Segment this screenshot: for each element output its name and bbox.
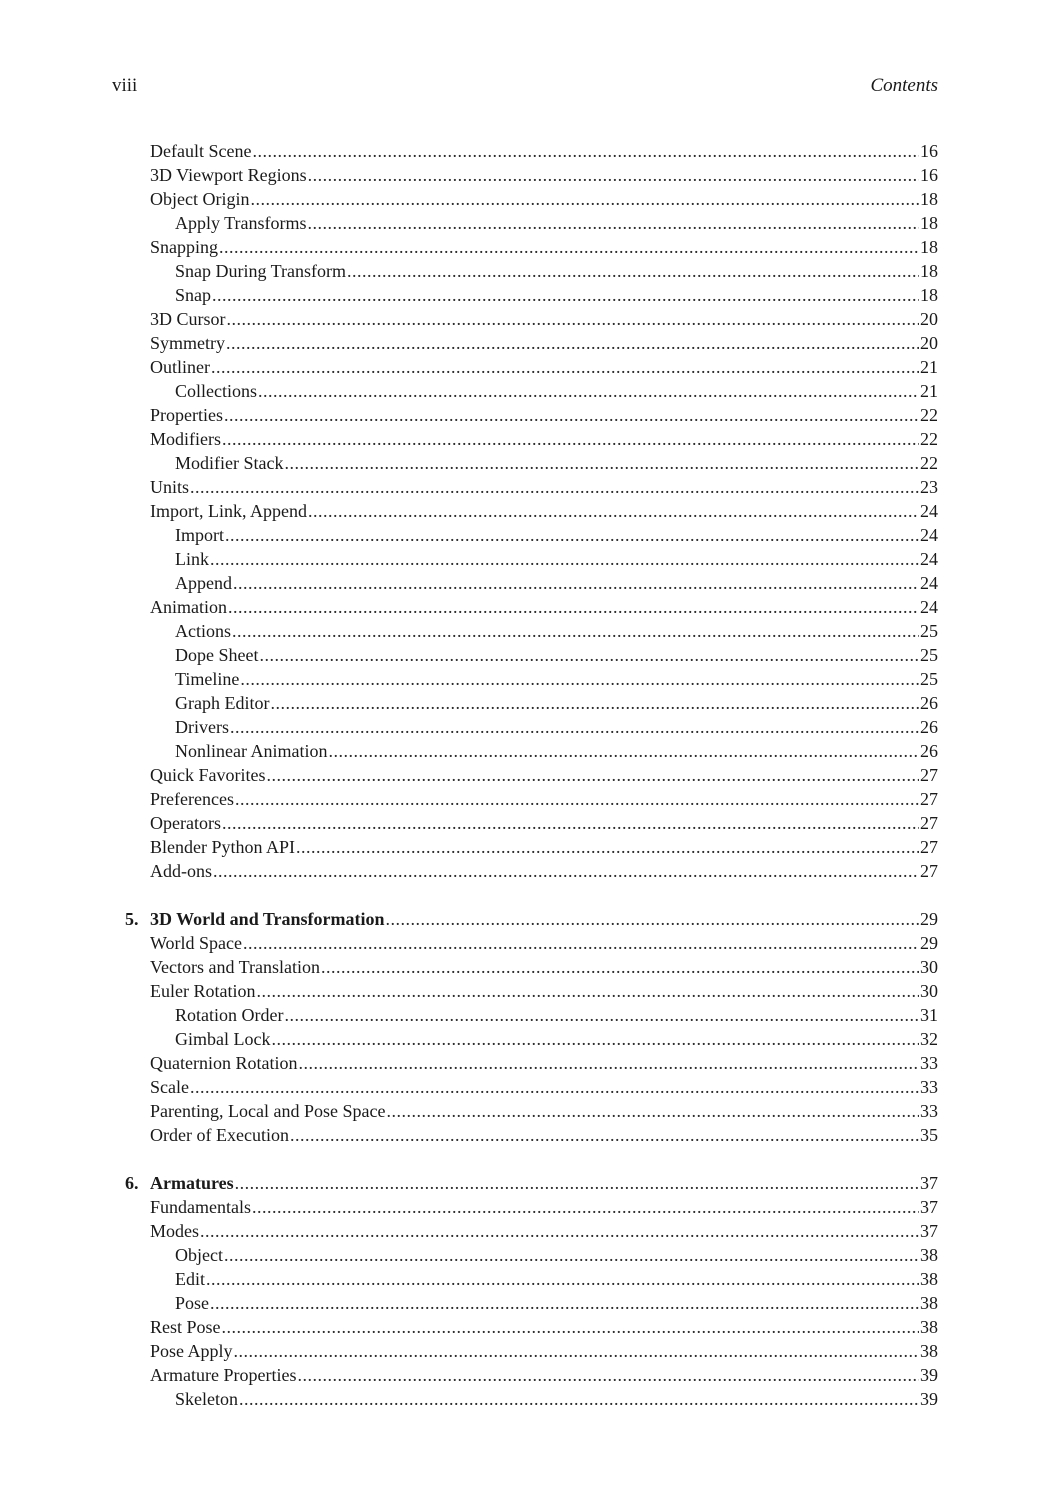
toc-entry-line bbox=[175, 1027, 938, 1051]
toc-entry-line bbox=[175, 1387, 938, 1411]
toc-entry-page-number: 33 bbox=[920, 1077, 938, 1097]
toc-entry-page-number: 31 bbox=[920, 1005, 938, 1025]
dot-leader bbox=[224, 1243, 919, 1267]
toc-entry-page-number: 24 bbox=[920, 573, 938, 593]
toc-entry[interactable] bbox=[0, 259, 1050, 283]
toc-entry-line bbox=[150, 1315, 938, 1339]
toc-entry-title: Euler Rotation bbox=[150, 981, 256, 1001]
toc-entry-title: Graph Editor bbox=[175, 693, 270, 713]
toc-entry-title: Properties bbox=[150, 405, 223, 425]
toc-entry[interactable] bbox=[0, 547, 1050, 571]
toc-entry-page-number: 33 bbox=[920, 1053, 938, 1073]
toc-entry-line bbox=[150, 763, 938, 787]
toc-entry-title: 3D Viewport Regions bbox=[150, 165, 307, 185]
toc-entry-line bbox=[150, 955, 938, 979]
dot-leader bbox=[210, 1291, 919, 1315]
toc-entry[interactable] bbox=[0, 1387, 1050, 1411]
toc-entry-line bbox=[150, 835, 938, 859]
toc-entry-line bbox=[175, 1003, 938, 1027]
toc-entry-line bbox=[175, 571, 938, 595]
toc-entry-title: Apply Transforms bbox=[175, 213, 307, 233]
toc-entry-page-number: 39 bbox=[920, 1389, 938, 1409]
toc-entry-line bbox=[150, 931, 938, 955]
toc-entry-page-number: 27 bbox=[920, 813, 938, 833]
toc-entry[interactable] bbox=[0, 1123, 1050, 1147]
toc-entry-page-number: 26 bbox=[920, 693, 938, 713]
toc-entry-line bbox=[150, 1099, 938, 1123]
toc-entry-title: Gimbal Lock bbox=[175, 1029, 271, 1049]
toc-entry[interactable] bbox=[0, 643, 1050, 667]
dot-leader bbox=[235, 1171, 919, 1195]
toc-entry-title: Outliner bbox=[150, 357, 210, 377]
toc-entry[interactable] bbox=[0, 763, 1050, 787]
toc-entry-title: Order of Execution bbox=[150, 1125, 289, 1145]
toc-entry-page-number: 24 bbox=[920, 597, 938, 617]
toc-entry[interactable] bbox=[0, 331, 1050, 355]
toc-entry[interactable] bbox=[0, 1003, 1050, 1027]
toc-entry[interactable] bbox=[0, 283, 1050, 307]
toc-entry[interactable] bbox=[0, 1267, 1050, 1291]
toc-entry[interactable] bbox=[0, 1219, 1050, 1243]
toc-entry-page-number: 30 bbox=[920, 981, 938, 1001]
toc-entry-title: Modifier Stack bbox=[175, 453, 284, 473]
toc-entry-title: Modifiers bbox=[150, 429, 221, 449]
toc-entry-title: Preferences bbox=[150, 789, 234, 809]
toc-entry[interactable] bbox=[0, 1075, 1050, 1099]
toc-entry-page-number: 23 bbox=[920, 477, 938, 497]
toc-entry[interactable] bbox=[0, 139, 1050, 163]
toc-entry-line bbox=[150, 595, 938, 619]
toc-entry-page-number: 18 bbox=[920, 261, 938, 281]
toc-entry-title: Quaternion Rotation bbox=[150, 1053, 298, 1073]
dot-leader bbox=[233, 571, 919, 595]
toc-entry-page-number: 38 bbox=[920, 1245, 938, 1265]
toc-entry-title: Pose bbox=[175, 1293, 210, 1313]
toc-entry-page-number: 26 bbox=[920, 741, 938, 761]
toc-entry[interactable] bbox=[0, 187, 1050, 211]
dot-leader bbox=[328, 739, 919, 763]
toc-entry[interactable] bbox=[0, 355, 1050, 379]
toc-entry-title: 3D World and Transformation bbox=[150, 909, 385, 929]
dot-leader bbox=[243, 931, 919, 955]
dot-leader bbox=[386, 907, 919, 931]
toc-entry-title: Symmetry bbox=[150, 333, 225, 353]
toc-entry[interactable] bbox=[0, 571, 1050, 595]
toc-entry[interactable] bbox=[0, 1291, 1050, 1315]
toc-entry-title: Scale bbox=[150, 1077, 189, 1097]
toc-entry-line bbox=[175, 1243, 938, 1267]
dot-leader bbox=[308, 211, 919, 235]
toc-entry-title: Timeline bbox=[175, 669, 240, 689]
dot-leader bbox=[266, 763, 919, 787]
toc-entry-title: Blender Python API bbox=[150, 837, 296, 857]
toc-entry-page-number: 39 bbox=[920, 1365, 938, 1385]
toc-entry-page-number: 21 bbox=[920, 357, 938, 377]
toc-entry[interactable] bbox=[0, 835, 1050, 859]
toc-entry[interactable] bbox=[0, 667, 1050, 691]
dot-leader bbox=[228, 595, 919, 619]
dot-leader bbox=[190, 475, 919, 499]
toc-entry[interactable] bbox=[0, 523, 1050, 547]
toc-entry-line bbox=[150, 163, 938, 187]
dot-leader bbox=[250, 187, 919, 211]
toc-entry-title: Armatures bbox=[150, 1173, 234, 1193]
toc-entry[interactable] bbox=[0, 691, 1050, 715]
toc-entry-page-number: 22 bbox=[920, 429, 938, 449]
dot-leader bbox=[222, 811, 919, 835]
toc-entry-title: Operators bbox=[150, 813, 221, 833]
dot-leader bbox=[212, 283, 919, 307]
chapter-number: 5. bbox=[125, 909, 139, 929]
dot-leader bbox=[226, 331, 919, 355]
toc-entry[interactable] bbox=[0, 811, 1050, 835]
chapter-number: 6. bbox=[125, 1173, 139, 1193]
toc-entry-line bbox=[150, 811, 938, 835]
dot-leader bbox=[190, 1075, 919, 1099]
toc-entry-page-number: 25 bbox=[920, 669, 938, 689]
toc-entry-line bbox=[175, 547, 938, 571]
toc-entry[interactable] bbox=[0, 211, 1050, 235]
toc-entry-line bbox=[175, 619, 938, 643]
toc-entry-page-number: 18 bbox=[920, 285, 938, 305]
dot-leader bbox=[222, 427, 919, 451]
dot-leader bbox=[321, 955, 919, 979]
toc-entry-line bbox=[150, 331, 938, 355]
toc-entry-line bbox=[150, 907, 938, 931]
toc-entry-line bbox=[175, 211, 938, 235]
toc-entry-line bbox=[175, 691, 938, 715]
toc-entry-title: Rest Pose bbox=[150, 1317, 221, 1337]
toc-entry[interactable] bbox=[0, 1027, 1050, 1051]
toc-entry-line bbox=[150, 403, 938, 427]
toc-entry-page-number: 37 bbox=[920, 1173, 938, 1193]
toc-entry-title: Pose Apply bbox=[150, 1341, 233, 1361]
toc-entry-page-number: 18 bbox=[920, 189, 938, 209]
toc-entry-title: Import, Link, Append bbox=[150, 501, 307, 521]
toc-entry-title: Import bbox=[175, 525, 224, 545]
toc-entry[interactable] bbox=[0, 1243, 1050, 1267]
dot-leader bbox=[297, 1363, 919, 1387]
toc-chapter-entry[interactable] bbox=[0, 1171, 1050, 1195]
dot-leader bbox=[224, 403, 919, 427]
toc-entry[interactable] bbox=[0, 1363, 1050, 1387]
dot-leader bbox=[225, 523, 919, 547]
toc-entry[interactable] bbox=[0, 235, 1050, 259]
toc-entry-title: Modes bbox=[150, 1221, 199, 1241]
toc-entry-line bbox=[150, 235, 938, 259]
toc-entry-line bbox=[175, 715, 938, 739]
toc-entry-line bbox=[150, 1363, 938, 1387]
dot-leader bbox=[211, 355, 919, 379]
toc-entry-page-number: 37 bbox=[920, 1197, 938, 1217]
toc-entry-page-number: 38 bbox=[920, 1317, 938, 1337]
toc-entry-line bbox=[150, 979, 938, 1003]
dot-leader bbox=[256, 979, 919, 1003]
toc-entry-line bbox=[150, 1075, 938, 1099]
toc-entry-line bbox=[150, 787, 938, 811]
toc-entry-line bbox=[150, 499, 938, 523]
toc-entry-line bbox=[150, 1339, 938, 1363]
dot-leader bbox=[230, 715, 919, 739]
toc-entry[interactable] bbox=[0, 787, 1050, 811]
toc-entry-page-number: 24 bbox=[920, 549, 938, 569]
toc-entry[interactable] bbox=[0, 715, 1050, 739]
toc-entry-title: Link bbox=[175, 549, 209, 569]
toc-entry-page-number: 18 bbox=[920, 237, 938, 257]
toc-entry[interactable] bbox=[0, 1099, 1050, 1123]
toc-entry-title: Snap During Transform bbox=[175, 261, 347, 281]
dot-leader bbox=[270, 691, 919, 715]
dot-leader bbox=[296, 835, 919, 859]
toc-entry[interactable] bbox=[0, 1315, 1050, 1339]
dot-leader bbox=[232, 619, 919, 643]
dot-leader bbox=[210, 547, 919, 571]
toc-entry-line bbox=[175, 667, 938, 691]
toc-entry-line bbox=[150, 187, 938, 211]
toc-entry-title: Drivers bbox=[175, 717, 229, 737]
toc-entry-page-number: 38 bbox=[920, 1269, 938, 1289]
toc-entry-line bbox=[175, 283, 938, 307]
dot-leader bbox=[271, 1027, 919, 1051]
toc-entry-line bbox=[175, 1267, 938, 1291]
toc-entry[interactable] bbox=[0, 979, 1050, 1003]
toc-entry[interactable] bbox=[0, 1195, 1050, 1219]
toc-entry-line bbox=[150, 475, 938, 499]
toc-entry-title: Snapping bbox=[150, 237, 219, 257]
toc-entry-line bbox=[175, 643, 938, 667]
dot-leader bbox=[308, 163, 919, 187]
toc-entry-title: Quick Favorites bbox=[150, 765, 266, 785]
toc-entry-page-number: 20 bbox=[920, 333, 938, 353]
dot-leader bbox=[252, 139, 919, 163]
toc-entry[interactable] bbox=[0, 859, 1050, 883]
dot-leader bbox=[222, 1315, 919, 1339]
toc-entry-title: Dope Sheet bbox=[175, 645, 259, 665]
dot-leader bbox=[239, 1387, 919, 1411]
toc-entry-page-number: 33 bbox=[920, 1101, 938, 1121]
toc-entry-line bbox=[150, 1123, 938, 1147]
toc-entry[interactable] bbox=[0, 931, 1050, 955]
dot-leader bbox=[258, 379, 919, 403]
toc-entry-title: Default Scene bbox=[150, 141, 252, 161]
toc-entry-page-number: 38 bbox=[920, 1341, 938, 1361]
toc-entry-title: Object Origin bbox=[150, 189, 250, 209]
toc-entry-line bbox=[175, 379, 938, 403]
dot-leader bbox=[284, 451, 919, 475]
toc-entry-title: Armature Properties bbox=[150, 1365, 297, 1385]
toc-entry-page-number: 24 bbox=[920, 501, 938, 521]
toc-entry[interactable] bbox=[0, 619, 1050, 643]
toc-entry-title: Snap bbox=[175, 285, 211, 305]
dot-leader bbox=[234, 1339, 919, 1363]
dot-leader bbox=[206, 1267, 919, 1291]
toc-chapter-entry[interactable] bbox=[0, 907, 1050, 931]
toc-entry-page-number: 27 bbox=[920, 789, 938, 809]
toc-entry-page-number: 29 bbox=[920, 909, 938, 929]
toc-entry[interactable] bbox=[0, 1339, 1050, 1363]
dot-leader bbox=[386, 1099, 919, 1123]
toc-entry-line bbox=[175, 523, 938, 547]
toc-entry-title: Add-ons bbox=[150, 861, 212, 881]
toc-entry-page-number: 37 bbox=[920, 1221, 938, 1241]
toc-entry-page-number: 20 bbox=[920, 309, 938, 329]
toc-entry-page-number: 29 bbox=[920, 933, 938, 953]
dot-leader bbox=[252, 1195, 919, 1219]
toc-entry[interactable] bbox=[0, 307, 1050, 331]
toc-entry-title: Collections bbox=[175, 381, 257, 401]
toc-entry-page-number: 22 bbox=[920, 405, 938, 425]
toc-entry-line bbox=[150, 139, 938, 163]
dot-leader bbox=[213, 859, 919, 883]
toc-entry-title: Fundamentals bbox=[150, 1197, 251, 1217]
toc-entry-line bbox=[150, 307, 938, 331]
toc-entry[interactable] bbox=[0, 427, 1050, 451]
dot-leader bbox=[284, 1003, 919, 1027]
toc-entry-page-number: 27 bbox=[920, 837, 938, 857]
toc-entry[interactable] bbox=[0, 955, 1050, 979]
dot-leader bbox=[347, 259, 919, 283]
toc-entry-title: 3D Cursor bbox=[150, 309, 226, 329]
toc-entry-line bbox=[175, 451, 938, 475]
dot-leader bbox=[200, 1219, 919, 1243]
toc-entry-title: Nonlinear Animation bbox=[175, 741, 328, 761]
toc-entry-line bbox=[175, 739, 938, 763]
toc-entry-line bbox=[175, 259, 938, 283]
toc-entry[interactable] bbox=[0, 1051, 1050, 1075]
toc-entry-title: Rotation Order bbox=[175, 1005, 284, 1025]
toc-entry-title: Units bbox=[150, 477, 190, 497]
toc-entry-page-number: 30 bbox=[920, 957, 938, 977]
toc-entry-line bbox=[150, 1171, 938, 1195]
toc-entry[interactable] bbox=[0, 403, 1050, 427]
toc-entry-page-number: 18 bbox=[920, 213, 938, 233]
dot-leader bbox=[290, 1123, 919, 1147]
dot-leader bbox=[308, 499, 919, 523]
toc-entry-line bbox=[150, 1051, 938, 1075]
toc-entry-title: Actions bbox=[175, 621, 231, 641]
toc-entry-page-number: 21 bbox=[920, 381, 938, 401]
toc-entry-page-number: 25 bbox=[920, 645, 938, 665]
toc-entry-line bbox=[175, 1291, 938, 1315]
dot-leader bbox=[235, 787, 919, 811]
toc-entry-page-number: 16 bbox=[920, 141, 938, 161]
toc-entry-page-number: 22 bbox=[920, 453, 938, 473]
toc-entry-page-number: 32 bbox=[920, 1029, 938, 1049]
running-head-title: Contents bbox=[870, 75, 938, 96]
toc-entry-page-number: 38 bbox=[920, 1293, 938, 1313]
toc-entry[interactable] bbox=[0, 739, 1050, 763]
toc-entry-line bbox=[150, 859, 938, 883]
toc-entry-page-number: 24 bbox=[920, 525, 938, 545]
toc-entry[interactable] bbox=[0, 595, 1050, 619]
dot-leader bbox=[259, 643, 919, 667]
toc-entry-line bbox=[150, 1219, 938, 1243]
toc-entry-page-number: 26 bbox=[920, 717, 938, 737]
toc-entry[interactable] bbox=[0, 499, 1050, 523]
dot-leader bbox=[298, 1051, 919, 1075]
toc-entry-title: Animation bbox=[150, 597, 227, 617]
toc-entry-page-number: 16 bbox=[920, 165, 938, 185]
toc-entry-title: Vectors and Translation bbox=[150, 957, 320, 977]
toc-entry-title: Append bbox=[175, 573, 232, 593]
dot-leader bbox=[219, 235, 919, 259]
toc-entry-line bbox=[150, 1195, 938, 1219]
toc-entry-page-number: 25 bbox=[920, 621, 938, 641]
toc-entry-title: Object bbox=[175, 1245, 223, 1265]
page-number: viii bbox=[112, 75, 138, 96]
toc-entry-title: Parenting, Local and Pose Space bbox=[150, 1101, 386, 1121]
toc-entry-line bbox=[150, 355, 938, 379]
toc-entry-title: Skeleton bbox=[175, 1389, 238, 1409]
toc-entry-title: World Space bbox=[150, 933, 243, 953]
toc-entry-page-number: 27 bbox=[920, 861, 938, 881]
dot-leader bbox=[227, 307, 920, 331]
toc-entry-page-number: 35 bbox=[920, 1125, 938, 1145]
toc-entry-page-number: 27 bbox=[920, 765, 938, 785]
toc-entry-line bbox=[150, 427, 938, 451]
toc-entry[interactable] bbox=[0, 163, 1050, 187]
toc-entry-title: Edit bbox=[175, 1269, 205, 1289]
running-head bbox=[112, 75, 938, 99]
toc-entry[interactable] bbox=[0, 379, 1050, 403]
toc-entry[interactable] bbox=[0, 451, 1050, 475]
dot-leader bbox=[240, 667, 919, 691]
toc-entry[interactable] bbox=[0, 475, 1050, 499]
